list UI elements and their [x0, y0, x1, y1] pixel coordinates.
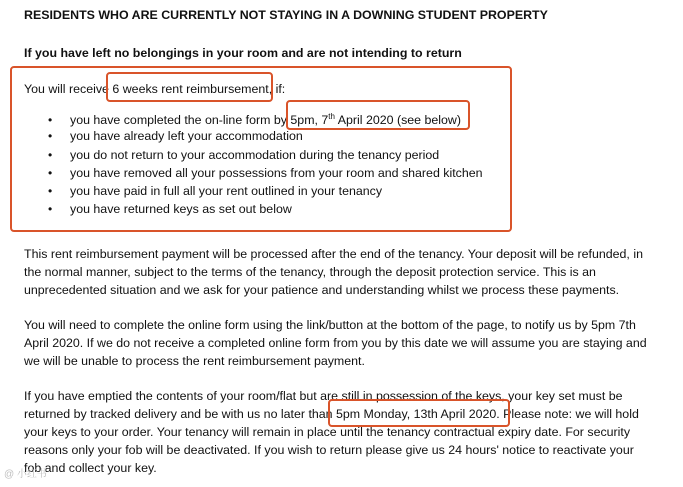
page-heading: RESIDENTS WHO ARE CURRENTLY NOT STAYING IN A DOWNING STUDENT PROPERTY — [24, 8, 548, 22]
paragraph-line: the normal manner, subject to the terms of the tenancy, through the deposit protection service. This is an — [24, 265, 596, 279]
paragraph-line: This rent reimbursement payment will be processed after the end of the tenancy. Your deposit will be refunded, in — [24, 247, 643, 261]
key-return-text: returned by tracked delivery and be with us no later than — [24, 407, 337, 421]
bullet-text: you do not return to your accommodation during the tenancy period — [70, 148, 440, 162]
paragraph-line: unprecedented situation and we ask for your patience and understanding whilst we process these payments. — [24, 283, 620, 297]
bullet-text: you have removed all your possessions from your room and shared kitchen — [70, 166, 483, 180]
bullet-item — [48, 127, 303, 145]
paragraph-line: your keys to your order. Your tenancy will remain in place until the tenancy contractual expiry date. For security — [24, 425, 631, 439]
deadline-highlight — [286, 100, 470, 130]
bullet-dot-icon: • — [48, 202, 53, 216]
bullet-text: you have already left your accommodation — [70, 129, 303, 143]
bullet-item — [48, 200, 292, 218]
deadline-date-text: 5pm, 7 — [290, 113, 329, 128]
deadline-date-sup: th — [328, 112, 335, 121]
intro-highlight-text: 6 weeks rent reimbursement — [112, 82, 269, 96]
paragraph-line: fob and collect your key. — [24, 461, 157, 475]
watermark: @ 小红书 — [4, 469, 47, 480]
bullet-item — [48, 182, 382, 200]
paragraph-line: reasons only your fob will be deactivated. If you wish to return please give us 24 hours' notice to reactivate your — [24, 443, 634, 457]
reimbursement-highlight — [106, 72, 273, 102]
intro-prefix: You will receive — [24, 82, 113, 96]
paragraph-line: we will be unable to process the rent reimbursement payment. — [24, 354, 365, 368]
bullet-item — [48, 164, 483, 182]
key-return-deadline: 5pm Monday, 13th April 2020. — [336, 407, 500, 421]
bullet-text: you have completed the on-line form by — [70, 113, 291, 128]
key-return-note: Please note: we will hold — [499, 407, 639, 421]
bullet-dot-icon: • — [48, 148, 53, 162]
bullet-item — [48, 146, 439, 164]
bullet-dot-icon: • — [48, 129, 53, 143]
paragraph-line: You will need to complete the online form using the link/button at the bottom of the page, to notify us by 5pm 7th — [24, 318, 636, 332]
intro-suffix: , if: — [268, 82, 286, 96]
paragraph-line: April 2020. If we do not receive a completed online form from you by this date we will assume you are staying and — [24, 336, 647, 350]
deadline-date-rest: April 2020 (see below) — [334, 113, 462, 128]
paragraph-line: If you have emptied the contents of your room/flat but are still in possession of the keys, your key set must be — [24, 389, 623, 403]
bullet-text: you have paid in full all your rent outlined in your tenancy — [70, 184, 383, 198]
subheading: If you have left no belongings in your room and are not intending to return — [24, 46, 462, 60]
bullet-dot-icon: • — [48, 166, 53, 180]
bullet-dot-icon: • — [48, 184, 53, 198]
bullet-dot-icon: • — [48, 113, 53, 128]
bullet-text: you have returned keys as set out below — [70, 202, 292, 216]
